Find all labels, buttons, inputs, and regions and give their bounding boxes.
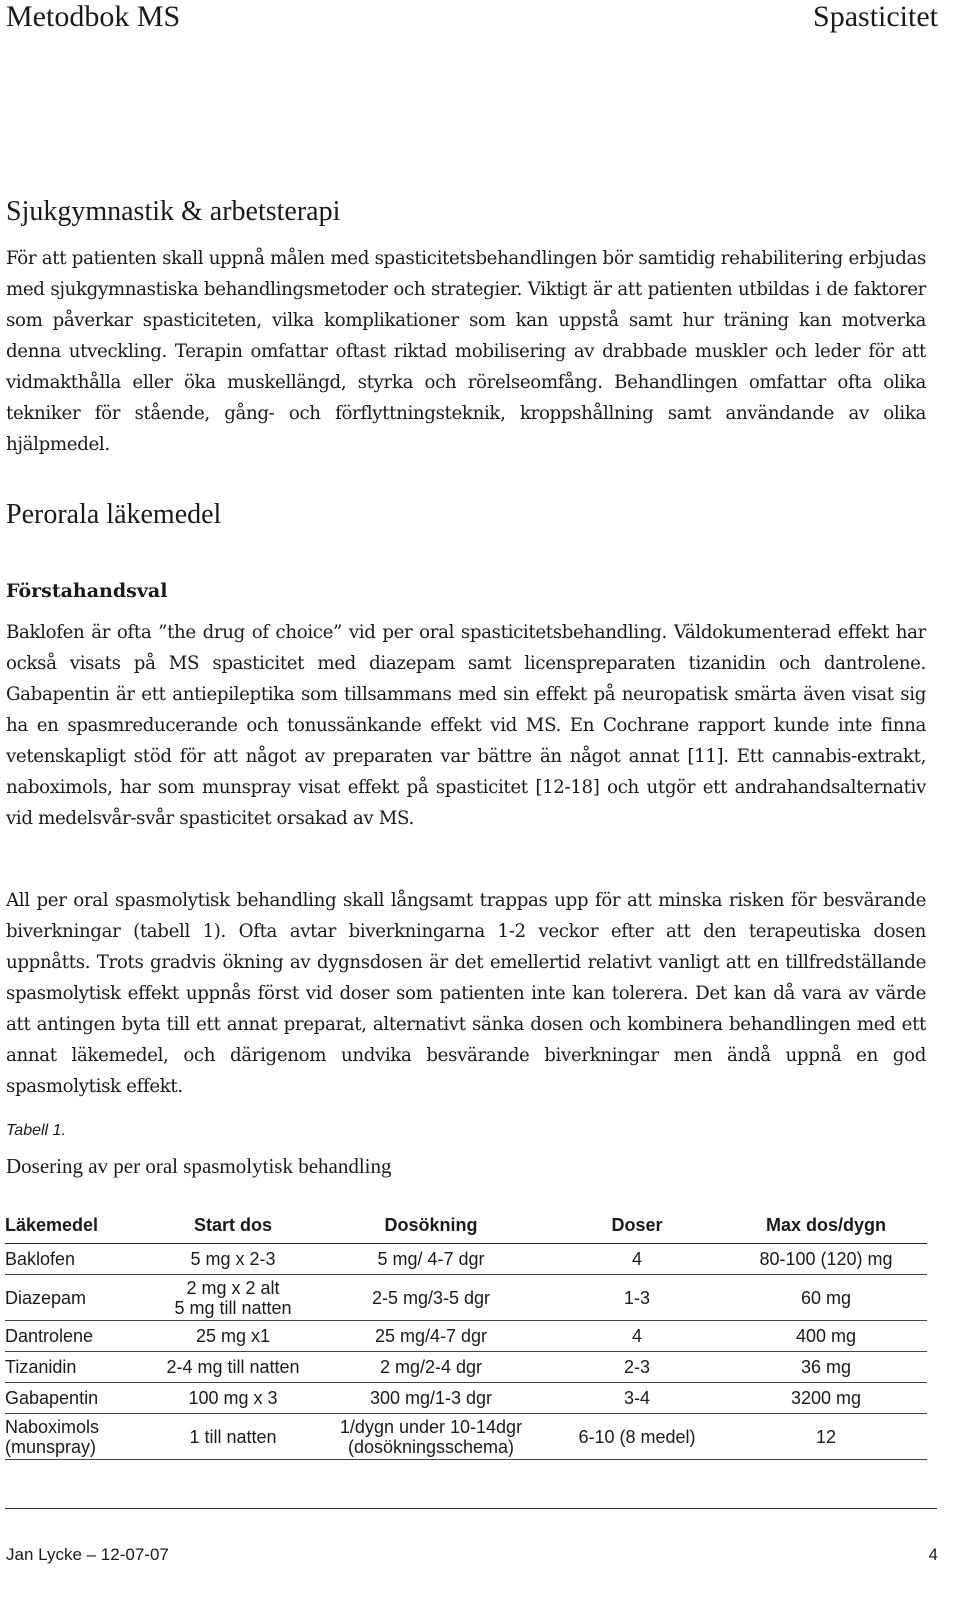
table-cell: 1/dygn under 10-14dgr (dosökningsschema) xyxy=(313,1414,549,1460)
table-cell: 100 mg x 3 xyxy=(153,1383,313,1414)
table-cell: 6-10 (8 medel) xyxy=(549,1414,725,1460)
column-header: Doser xyxy=(549,1207,725,1244)
table-cell: 4 xyxy=(549,1244,725,1275)
footer-author-date: Jan Lycke – 12-07-07 xyxy=(6,1545,169,1564)
table-cell: 5 mg x 2-3 xyxy=(153,1244,313,1275)
section-heading-physiotherapy: Sjukgymnastik & arbetsterapi xyxy=(6,196,341,227)
physiotherapy-paragraph: För att patienten skall uppnå målen med spasticitetsbehandlingen bör samtidig rehabilitering erbjudas med sjukgymnastiska behandlingsmetoder och strategier. Viktigt är att patienten utbildas i de faktorer som påverkar spasticiteten, vilka komplikationer som kan uppstå samt hur träning kan motverka denna utveckling. Terapin omfattar oftast riktad mobilisering av drabbade muskler och leder för att vidmakthålla eller öka muskellängd, styrka och rörelseomfång. Behandlingen omfattar ofta olika tekniker för stående, gång- och förflyttningsteknik, kroppshållning samt användande av olika hjälpmedel. xyxy=(6,248,926,455)
table-cell: 1 till natten xyxy=(153,1414,313,1460)
table-cell: Gabapentin xyxy=(5,1383,153,1414)
table-cell: Diazepam xyxy=(5,1275,153,1321)
table-row xyxy=(5,1383,927,1414)
column-header: Start dos xyxy=(153,1207,313,1244)
table-cell: 25 mg/4-7 dgr xyxy=(313,1321,549,1352)
table-cell: 2 mg x 2 alt 5 mg till natten xyxy=(153,1275,313,1321)
table-cell: 2 mg/2-4 dgr xyxy=(313,1352,549,1383)
table-cell: Naboximols (munspray) xyxy=(5,1414,153,1460)
table-cell: 60 mg xyxy=(725,1275,927,1321)
column-header: Dosökning xyxy=(313,1207,549,1244)
table-cell: 5 mg/ 4-7 dgr xyxy=(313,1244,549,1275)
table-cell: 3200 mg xyxy=(725,1383,927,1414)
table-cell: 4 xyxy=(549,1321,725,1352)
table-cell: 12 xyxy=(725,1414,927,1460)
table-cell: 3-4 xyxy=(549,1383,725,1414)
column-header: Läkemedel xyxy=(5,1207,153,1244)
running-header-topic: Spasticitet xyxy=(813,0,938,33)
table-cell: 36 mg xyxy=(725,1352,927,1383)
table-cell: 1-3 xyxy=(549,1275,725,1321)
dosing-table xyxy=(5,1207,927,1460)
table-cell: Tizanidin xyxy=(5,1352,153,1383)
table-caption: Tabell 1. xyxy=(6,1122,66,1139)
table-cell: Dantrolene xyxy=(5,1321,153,1352)
table-row xyxy=(5,1275,927,1321)
table-header-row xyxy=(5,1207,927,1244)
table-cell: 25 mg x1 xyxy=(153,1321,313,1352)
table-cell: 2-3 xyxy=(549,1352,725,1383)
table-cell: 2-4 mg till natten xyxy=(153,1352,313,1383)
table-cell: Baklofen xyxy=(5,1244,153,1275)
footer-divider xyxy=(5,1508,937,1509)
table-cell: 400 mg xyxy=(725,1321,927,1352)
first-choice-paragraph: Baklofen är ofta ”the drug of choice” vid per oral spasticitetsbehandling. Väldokumenterad effekt har också visats på MS spasticitet med diazepam samt licenspreparaten tizanidin och dantrolene. Gabapentin är ett antiepileptika som tillsammans med sin effekt på neuropatisk smärta även visat sig ha en spasmreducerande och tonussänkande effekt vid MS. En Cochrane rapport kunde inte finna vetenskapligt stöd för att något av preparaten var bättre än något annat [11]. Ett cannabis-extrakt, naboximols, har som munspray visat effekt på spasticitet [12-18] och utgör ett andrahandsalternativ vid medelsvår-svår spasticitet orsakad av MS. xyxy=(6,622,926,829)
subheading-first-choice: Förstahandsval xyxy=(6,580,168,602)
running-header-title: Metodbok MS xyxy=(6,0,181,33)
column-header: Max dos/dygn xyxy=(725,1207,927,1244)
table-row xyxy=(5,1352,927,1383)
table-row xyxy=(5,1244,927,1275)
table-row xyxy=(5,1414,927,1460)
table-title: Dosering av per oral spasmolytisk behandling xyxy=(6,1154,392,1178)
titration-paragraph: All per oral spasmolytisk behandling skall långsamt trappas upp för att minska risken för besvärande biverkningar (tabell 1). Ofta avtar biverkningarna 1-2 veckor efter att den terapeutiska dosen uppnåtts. Trots gradvis ökning av dygnsdosen är det emellertid relativt vanligt att en tillfredställande spasmolytisk effekt uppnås först vid doser som patienten inte kan tolerera. Det kan då vara av värde att antingen byta till ett annat preparat, alternativt sänka dosen och kombinera behandlingen med ett annat läkemedel, och därigenom undvika besvärande biverkningar men ändå uppnå en god spasmolytisk effekt. xyxy=(6,890,926,1097)
table-cell: 2-5 mg/3-5 dgr xyxy=(313,1275,549,1321)
table-cell: 300 mg/1-3 dgr xyxy=(313,1383,549,1414)
table-row xyxy=(5,1321,927,1352)
section-heading-oral-drugs: Perorala läkemedel xyxy=(6,499,222,530)
table-cell: 80-100 (120) mg xyxy=(725,1244,927,1275)
page-number: 4 xyxy=(928,1545,938,1564)
